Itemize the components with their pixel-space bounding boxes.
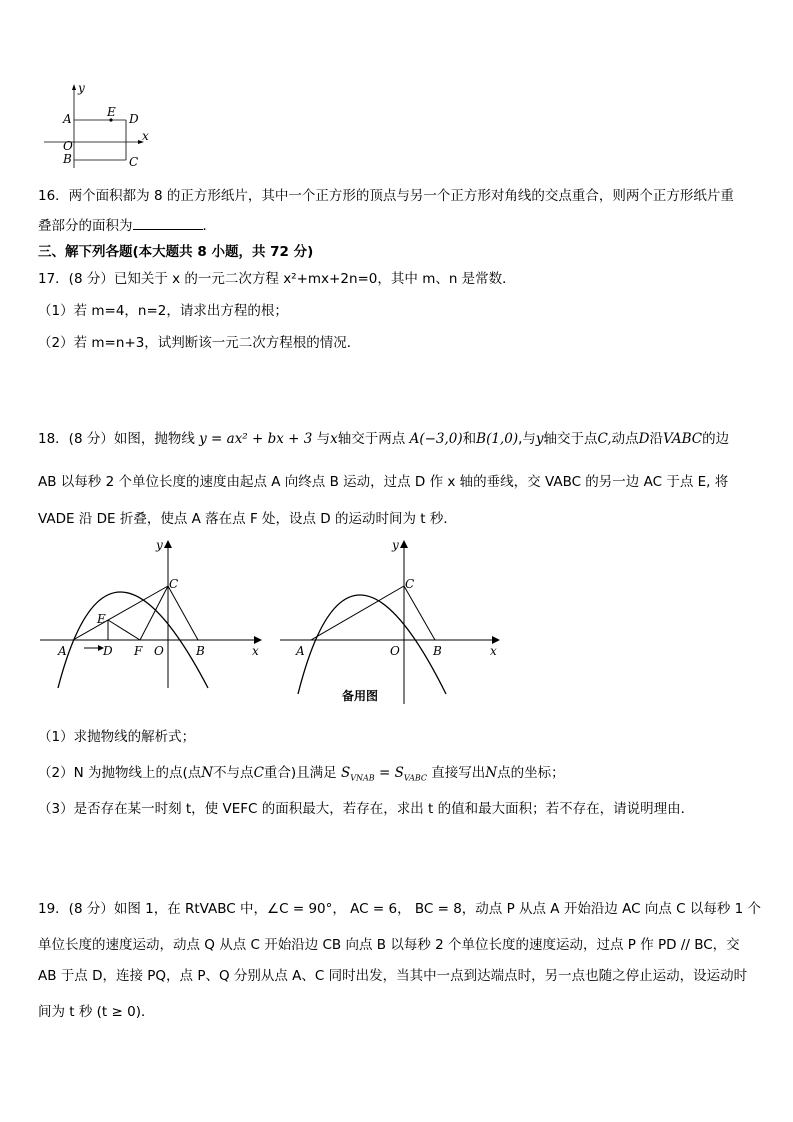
label-x: x [142, 129, 149, 143]
fig1-label-x: x [252, 644, 259, 658]
q18-line1-a: 18．(8 分）如图，抛物线 [38, 431, 195, 447]
q18-line1-l: 的边 [702, 431, 730, 447]
q18-line1-f: 轴交于点 [543, 431, 598, 447]
q18-part2-NAB: VNAB [350, 773, 375, 783]
q16-line2 [38, 216, 216, 236]
q19-line3: AB 于点 D，连接 PQ，点 P、Q 分别从点 A、C 同时出发，当其中一点到达端点时，另一点也随之停止运动，设运动时 [38, 968, 748, 984]
q18-point-A: A(−3,0) [409, 431, 463, 447]
q17-stem: 17．(8 分）已知关于 x 的一元二次方程 x²+mx+2n=0，其中 m、n 是常数． [38, 271, 516, 287]
q18-line1-c: 轴交于两点 [337, 431, 406, 447]
q18-line1-b: 与 [316, 431, 331, 447]
label-B: B [63, 152, 72, 166]
q16-answer-blank [133, 217, 203, 230]
q19-line4: 间为 t 秒 (t ≥ 0)． [38, 1004, 155, 1020]
q18-figure-2 [278, 536, 508, 708]
q18-y-symbol: y [535, 431, 544, 447]
q18-line1 [38, 429, 729, 449]
q18-part2-e: 重合)且满足 [263, 765, 337, 781]
q18-triangle-ABC: VABC [663, 431, 703, 447]
q18-point-D: D [638, 431, 650, 447]
q18-part2-a: （2）N 为抛物线上的点(点 [38, 765, 202, 781]
q18-figure-1 [38, 536, 268, 696]
q18-line1-h: 动点 [611, 431, 639, 447]
q18-part2-C: C [253, 765, 264, 781]
q18-part3: （3）是否存在某一时刻 t，使 VEFC 的面积最大，若存在，求出 t 的值和最大面积；若不存在，请说明理由． [38, 801, 695, 817]
label-D: D [129, 112, 139, 126]
fig1-label-E: E [97, 612, 106, 626]
q17-part1: （1）若 m=4，n=2，请求出方程的根； [38, 303, 288, 319]
fig2-label-O: O [390, 644, 400, 658]
q19-line1: 19．(8 分）如图 1，在 RtVABC 中，∠C = 90°， AC = 6， BC = 8，动点 P 从点 A 开始沿边 AC 向点 C 以每秒 1 个 [38, 901, 762, 917]
q18-line3: VADE 沿 DE 折叠，使点 A 落在点 F 处，设点 D 的运动时间为 t 秒． [38, 511, 457, 527]
q19-line2: 单位长度的速度运动，动点 Q 从点 C 开始沿边 CB 向点 B 以每秒 2 个单位长度的速度运动，过点 P 作 PD // BC，交 [38, 937, 740, 953]
q18-line1-j: 沿 [649, 431, 663, 447]
q18-part1: （1）求抛物线的解析式； [38, 729, 196, 745]
q18-equation: y = ax² + bx + 3 [199, 431, 313, 447]
label-O: O [63, 139, 73, 153]
q18-line1-d: 和 [462, 431, 477, 447]
fig2-label-A: A [296, 644, 305, 658]
q18-point-C: C, [597, 431, 612, 447]
q18-part2-S1: S [340, 765, 351, 781]
q18-part2-N: N [201, 765, 214, 781]
label-y: y [78, 81, 85, 95]
fig1-label-O: O [154, 644, 164, 658]
q18-part2-N2: N [485, 765, 498, 781]
small-figure [38, 80, 153, 175]
fig2-label-y: y [392, 538, 399, 552]
label-C: C [129, 155, 139, 169]
q18-part2-S2: = S [374, 765, 404, 781]
q18-point-B: B(1,0) [476, 431, 519, 447]
fig1-label-y: y [156, 538, 163, 552]
q16-line1: 16．两个面积都为 8 的正方形纸片，其中一个正方形的顶点与另一个正方形对角线的交点重合，则两个正方形纸片重 [38, 188, 734, 204]
q18-line2: AB 以每秒 2 个单位长度的速度由起点 A 向终点 B 运动，过点 D 作 x 轴的垂线，交 VABC 的另一边 AC 于点 E, 将 [38, 474, 729, 490]
fig1-label-D: D [103, 644, 113, 658]
fig1-label-B: B [196, 644, 205, 658]
fig2-label-x: x [490, 644, 497, 658]
q18-part2-c: 不与点 [213, 765, 254, 781]
q18-part2-j: 直接写出 [431, 765, 486, 781]
q18-part2 [38, 763, 565, 789]
q16-line2-suffix: ． [202, 218, 216, 234]
fig1-label-A: A [58, 644, 67, 658]
q18-part2-ABC: VABC [403, 773, 427, 783]
q18-part2-l: 点的坐标； [497, 765, 565, 781]
fig2-caption: 备用图 [342, 689, 379, 703]
q17-part2: （2）若 m=n+3，试判断该一元二次方程根的情况． [38, 335, 361, 351]
q18-line1-e: ,与 [518, 431, 536, 447]
fig1-label-C: C [169, 577, 179, 591]
label-E: E [107, 105, 116, 119]
q16-line2-prefix: 叠部分的面积为 [38, 218, 133, 234]
label-A: A [63, 112, 72, 126]
q18-x-symbol: x [330, 431, 338, 447]
fig1-label-F: F [134, 644, 143, 658]
fig2-label-C: C [405, 577, 415, 591]
fig2-label-B: B [433, 644, 442, 658]
section3-title: 三、解下列各题(本大题共 8 小题，共 72 分) [38, 244, 314, 260]
